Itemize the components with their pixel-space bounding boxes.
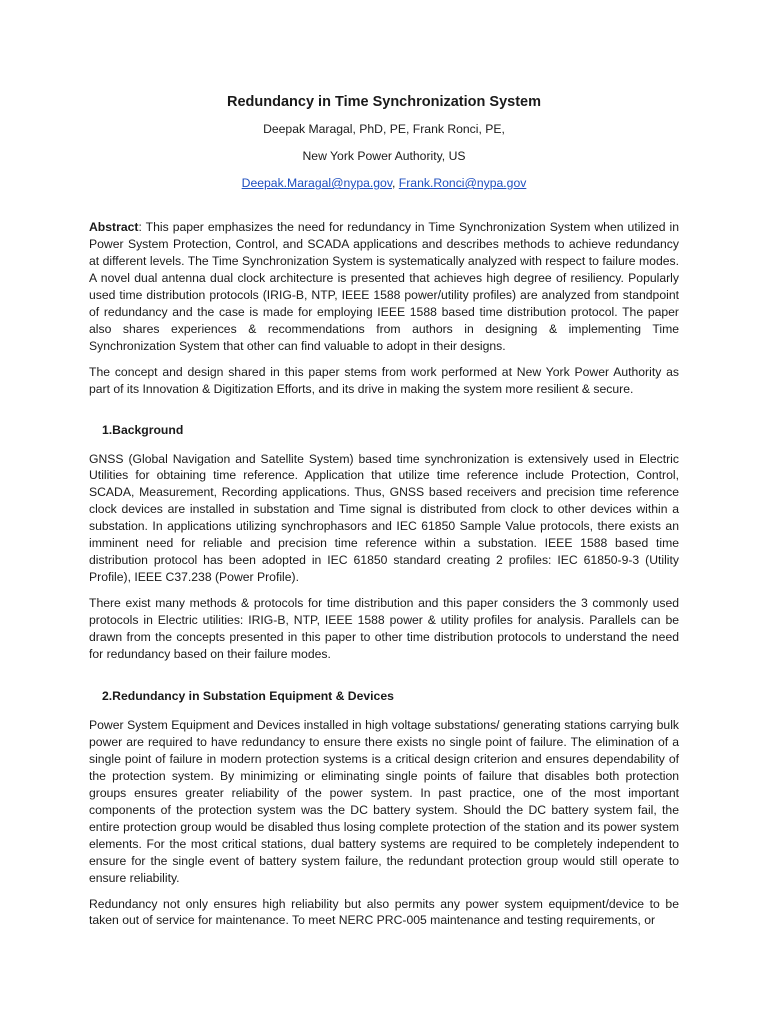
abstract-text: : This paper emphasizes the need for redundancy in Time Synchronization System when utilized in Power System Protection, Control, and SCADA applications and describes methods to achieve redundancy at different levels. The Time Synchronization System is systematically analyzed with respect to failure modes. A novel dual antenna dual clock architecture is presented that achieves high degree of resiliency. Popularly used time distribution protocols (IRIG-B, NTP, IEEE 1588 power/utility profiles) are analyzed from standpoint of redundancy and the case is made for employing IEEE 1588 based time distribution protocol. The paper also shares experiences & recommendations from authors in designing & implementing Time Synchronization System that other can find valuable to adopt in their designs. [89, 220, 679, 353]
background-paragraph-1: GNSS (Global Navigation and Satellite System) based time synchronization is extensively used in Electric Utilities for obtaining time reference. Application that utilize time reference include Protection, Control, SCADA, Measurement, Recording applications. Thus, GNSS based receivers and precision time reference clock devices are installed in substation and Time signal is distributed from clock to other devices within a substation. In applications utilizing synchrophasors and IEC 61850 Sample Value protocols, there exists an imminent need for reliable and precision time reference within a substation. IEEE 1588 based time distribution protocol has been adopted in IEC 61850 standard creating 2 profiles: IEC 61850-9-3 (Utility Profile), IEEE C37.238 (Power Profile). [89, 451, 679, 585]
email-link-maragal[interactable]: Deepak.Maragal@nypa.gov [241, 176, 393, 190]
email-link-ronci[interactable]: Frank.Ronci@nypa.gov [398, 176, 527, 190]
author-emails [89, 175, 679, 191]
abstract-label: Abstract [89, 220, 139, 234]
section-heading-background: 1.Background [102, 422, 184, 437]
intro-paragraph: The concept and design shared in this paper stems from work performed at New York Power Authority as part of its Innovation & Digitization Efforts, and its drive in making the system more resilient & secure. [89, 364, 679, 396]
redundancy-paragraph-1: Power System Equipment and Devices installed in high voltage substations/ generating stations carrying bulk power are required to have redundancy to ensure there exists no single point of failure. The elimination of a single point of failure in modern protection systems is a critical design criterion and ensures dependability of the protection system. By minimizing or eliminating single points of failure that disables both protection groups ensures greater reliability of the power system. In past practice, one of the most important components of the protection system was the DC battery system. Should the DC battery system fail, the entire protection group would be disabled thus losing complete protection of the station and its power system elements. For the most critical stations, dual battery systems are required to be completely independent to ensure for the single event of battery system failure, the redundant protection group would still operate to ensure reliability. [89, 717, 679, 885]
abstract-paragraph [89, 219, 679, 355]
paper-title: Redundancy in Time Synchronization System [227, 94, 541, 110]
email-separator: , [392, 176, 399, 190]
affiliation: New York Power Authority, US [302, 149, 466, 163]
authors: Deepak Maragal, PhD, PE, Frank Ronci, PE, [263, 122, 505, 136]
redundancy-paragraph-2: Redundancy not only ensures high reliability but also permits any power system equipment/device to be taken out of service for maintenance. To meet NERC PRC-005 maintenance and testing requirements, or [89, 896, 679, 928]
background-paragraph-2: There exist many methods & protocols for time distribution and this paper considers the 3 commonly used protocols in Electric utilities: IRIG-B, NTP, IEEE 1588 power & utility profiles for analysis. Parallels can be drawn from the concepts presented in this paper to other time distribution protocols to understand the need for redundancy based on their failure modes. [89, 596, 679, 662]
section-heading-redundancy: 2.Redundancy in Substation Equipment & Devices [102, 688, 394, 703]
